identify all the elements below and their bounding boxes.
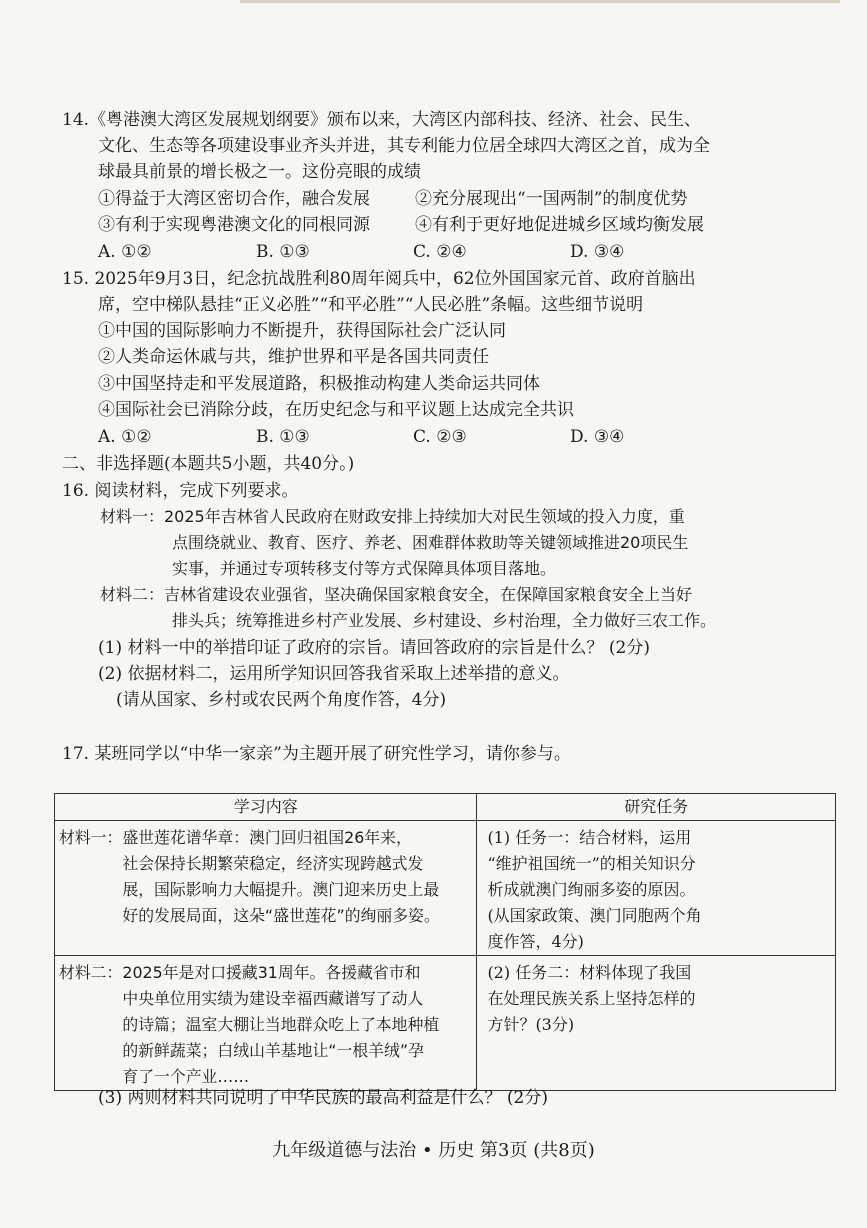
q17-subquestion-3: (3) 两则材料共同说明了中华民族的最高利益是什么？ (2分) bbox=[98, 1088, 548, 1108]
q15-item: ②人类命运休戚与共，维护世界和平是各国共同责任 bbox=[98, 347, 489, 367]
q14-item: ③有利于实现粤港澳文化的同根同源 bbox=[98, 215, 370, 235]
q14-option-c: C. ②④ bbox=[413, 242, 467, 262]
q14-item: ②充分展现出“一国两制”的制度优势 bbox=[415, 189, 688, 209]
q15-option-a: A. ①② bbox=[98, 427, 152, 447]
material-line: 社会保持长期繁荣稳定，经济实现跨越式发 bbox=[122, 854, 424, 873]
material-line: 中央单位用实绩为建设幸福西藏谱写了动人 bbox=[122, 989, 424, 1008]
q16-subquestion-2: (2) 依据材料二，运用所学知识回答我省采取上述举措的意义。 bbox=[98, 664, 570, 684]
task-1-cell bbox=[477, 821, 836, 956]
task-line: 度作答，4分) bbox=[487, 932, 584, 951]
q16-subquestion-1: (1) 材料一中的举措印证了政府的宗旨。请回答政府的宗旨是什么？ (2分) bbox=[98, 638, 650, 658]
task-line: (从国家政策、澳门同胞两个角 bbox=[487, 906, 702, 925]
col-header-study-content: 学习内容 bbox=[55, 794, 477, 821]
task-line: 方针？(3分) bbox=[487, 1015, 575, 1034]
q16-material-1-line: 材料一：2025年吉林省人民政府在财政安排上持续加大对民生领域的投入力度，重 bbox=[100, 507, 685, 526]
task-line: (1) 任务一：结合材料，运用 bbox=[487, 828, 692, 847]
scan-edge bbox=[240, 0, 840, 3]
q15-item: ③中国坚持走和平发展道路，积极推动构建人类命运共同体 bbox=[98, 374, 540, 394]
task-line: 在处理民族关系上坚持怎样的 bbox=[487, 989, 696, 1008]
table-row bbox=[55, 821, 836, 956]
q15-item: ④国际社会已消除分歧，在历史纪念与和平议题上达成完全共识 bbox=[98, 400, 574, 420]
q14-item: ④有利于更好地促进城乡区域均衡发展 bbox=[415, 215, 704, 235]
q16-title: 16. 阅读材料，完成下列要求。 bbox=[62, 481, 299, 501]
material-line: 材料二：2025年是对口援藏31周年。各援藏省市和 bbox=[59, 963, 421, 982]
q14-stem-line: 球最具前景的增长极之一。这份亮眼的成绩 bbox=[98, 162, 421, 182]
q15-option-b: B. ①③ bbox=[256, 427, 310, 447]
research-table bbox=[54, 793, 836, 1091]
q15-stem-line: 15. 2025年9月3日，纪念抗战胜利80周年阅兵中，62位外国国家元首、政府首脑出 bbox=[62, 269, 696, 289]
material-1-cell bbox=[55, 821, 477, 956]
q16-material-1-line: 点围绕就业、教育、医疗、养老、困难群体救助等关键领域推进20项民生 bbox=[172, 533, 689, 552]
material-line: 的新鲜蔬菜；白绒山羊基地让“一根羊绒”孕 bbox=[122, 1041, 424, 1060]
task-2-cell bbox=[477, 956, 836, 1091]
task-line: 析成就澳门绚丽多姿的原因。 bbox=[487, 880, 696, 899]
q14-option-b: B. ①③ bbox=[256, 242, 310, 262]
q16-subquestion-2-note: (请从国家、乡村或农民两个角度作答，4分) bbox=[116, 690, 447, 710]
q14-stem-line: 文化、生态等各项建设事业齐头并进，其专利能力位居全球四大湾区之首，成为全 bbox=[98, 136, 710, 156]
col-header-research-task: 研究任务 bbox=[477, 794, 836, 821]
material-line: 展，国际影响力大幅提升。澳门迎来历史上最 bbox=[122, 880, 440, 899]
material-line: 的诗篇；温室大棚让当地群众吃上了本地种植 bbox=[122, 1015, 440, 1034]
table-header-row bbox=[55, 794, 836, 821]
q16-material-2-line: 排头兵；统筹推进乡村产业发展、乡村建设、乡村治理，全力做好三农工作。 bbox=[172, 611, 717, 630]
q17-title: 17. 某班同学以“中华一家亲”为主题开展了研究性学习，请你参与。 bbox=[62, 744, 571, 764]
q16-material-2-line: 材料二：吉林省建设农业强省，坚决确保国家粮食安全，在保障国家粮食安全上当好 bbox=[100, 585, 693, 604]
material-line: 材料一：盛世莲花谱华章：澳门回归祖国26年来， bbox=[59, 828, 412, 847]
material-line: 好的发展局面，这朵“盛世莲花”的绚丽多姿。 bbox=[122, 906, 440, 925]
q15-item: ①中国的国际影响力不断提升，获得国际社会广泛认同 bbox=[98, 321, 506, 341]
section-heading: 二、非选择题(本题共5小题，共40分。) bbox=[62, 454, 355, 474]
q15-option-c: C. ②③ bbox=[413, 427, 467, 447]
material-line: 育了一个产业…… bbox=[122, 1067, 250, 1086]
q14-stem-line: 14.《粤港澳大湾区发展规划纲要》颁布以来，大湾区内部科技、经济、社会、民生、 bbox=[62, 110, 702, 130]
q14-option-a: A. ①② bbox=[98, 242, 152, 262]
q16-material-1-line: 实事，并通过专项转移支付等方式保障具体项目落地。 bbox=[172, 559, 557, 578]
q14-item: ①得益于大湾区密切合作，融合发展 bbox=[98, 189, 370, 209]
page-footer: 九年级道德与法治 • 历史 第3页 (共8页) bbox=[272, 1140, 595, 1161]
material-2-cell bbox=[55, 956, 477, 1091]
q15-option-d: D. ③④ bbox=[570, 427, 625, 447]
q14-option-d: D. ③④ bbox=[570, 242, 625, 262]
table-row bbox=[55, 956, 836, 1091]
q15-stem-line: 席，空中梯队悬挂“正义必胜”“和平必胜”“人民必胜”条幅。这些细节说明 bbox=[98, 295, 644, 315]
task-line: “维护祖国统一”的相关知识分 bbox=[487, 854, 696, 873]
task-line: (2) 任务二：材料体现了我国 bbox=[487, 963, 692, 982]
